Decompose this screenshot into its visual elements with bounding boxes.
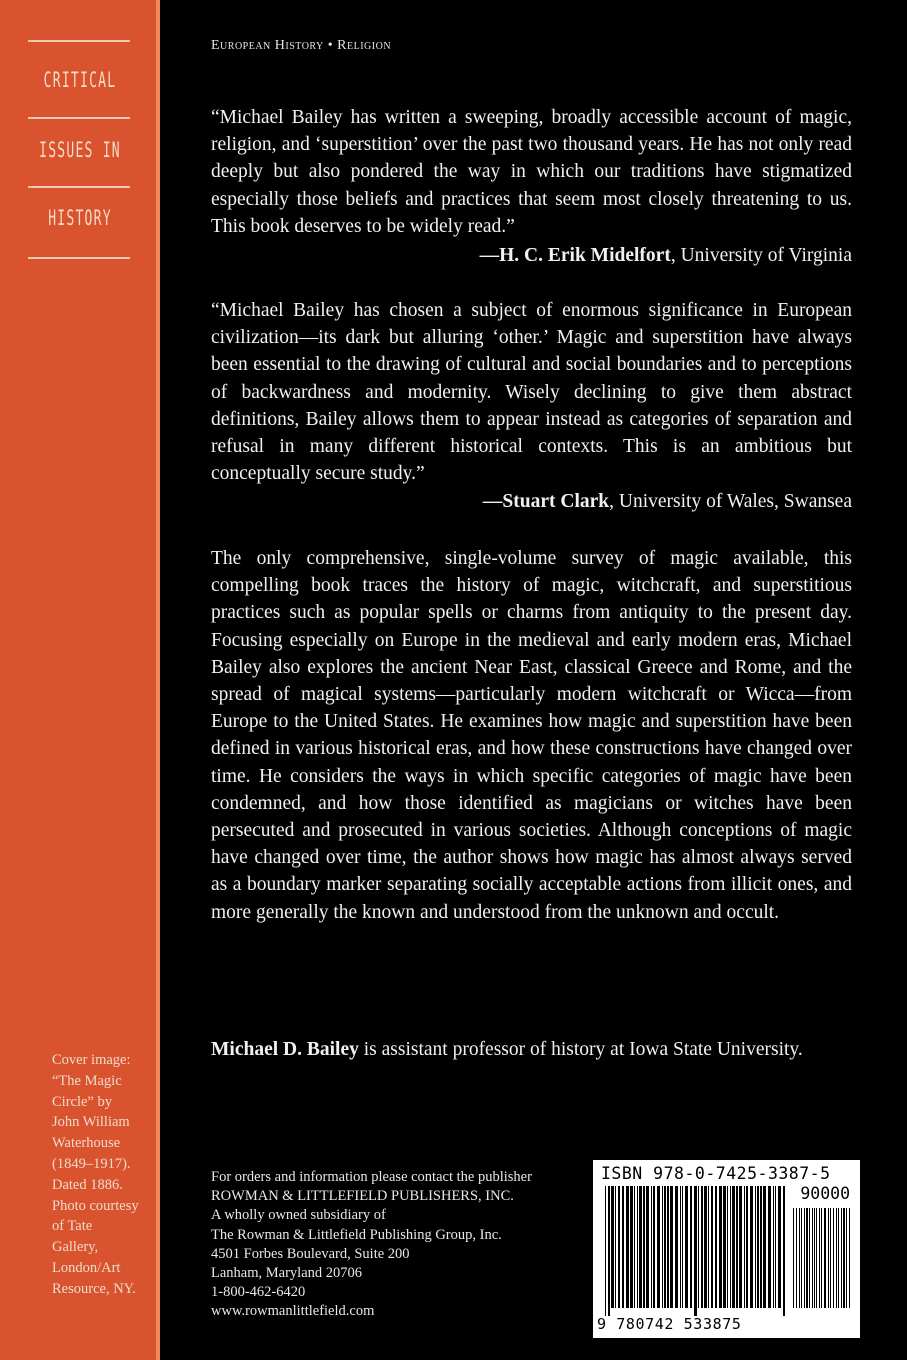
- barcode-bar: [719, 1186, 722, 1308]
- barcode-bar: [836, 1208, 837, 1308]
- barcode-bar: [828, 1208, 829, 1308]
- series-rule-bottom: [28, 257, 130, 259]
- barcode-bar: [694, 1186, 697, 1316]
- barcode-bar: [830, 1208, 831, 1308]
- barcode-bar: [639, 1186, 642, 1308]
- barcode-bar: [701, 1186, 703, 1308]
- barcode-bar: [605, 1186, 606, 1316]
- endorsement-attribution-2: [483, 488, 852, 515]
- barcode-bar: [727, 1186, 728, 1308]
- publisher-line: A wholly owned subsidiary of: [211, 1207, 386, 1224]
- barcode-bar: [744, 1186, 745, 1308]
- barcode-bar: [809, 1208, 810, 1308]
- barcode-bar: [773, 1186, 774, 1308]
- barcode-bar: [646, 1186, 649, 1308]
- caption-line: Resource, NY.: [52, 1280, 136, 1297]
- barcode-bar: [768, 1186, 771, 1308]
- barcode-bar: [682, 1186, 683, 1308]
- endorsement-quote-2: “Michael Bailey has chosen a subject of enormous significance in European civilization—its dark but alluring ‘other.’ Magic and superstition have always been essential to the drawing of cultural and social boundaries and to perceptions of backwardness and modernity. Wisely declining to give them abstract definitions, Bailey allows them to appear instead as categories of separation and refusal in many different historical contexts. This is an ambitious but conceptually secure study.”: [211, 300, 852, 485]
- publisher-line: The Rowman & Littlefield Publishing Group, Inc.: [211, 1226, 502, 1243]
- barcode-bar: [755, 1186, 756, 1308]
- barcode-bar: [704, 1186, 707, 1308]
- caption-line: (1849–1917).: [52, 1155, 131, 1172]
- barcode-bar: [783, 1186, 785, 1316]
- series-title-line-2: ISSUES IN: [39, 138, 121, 162]
- barcode-bar: [806, 1208, 808, 1308]
- barcode-bar: [618, 1186, 620, 1308]
- publisher-website: www.rowmanlittlefield.com: [211, 1303, 375, 1320]
- barcode-bar: [634, 1186, 635, 1308]
- barcode-bar: [708, 1186, 709, 1308]
- caption-line: Dated 1886.: [52, 1176, 123, 1193]
- series-title-line-1: CRITICAL: [43, 68, 117, 92]
- barcode-bar: [664, 1186, 666, 1308]
- barcode-bar: [657, 1186, 660, 1308]
- barcode-bar: [698, 1186, 699, 1308]
- barcode-bar: [750, 1186, 753, 1308]
- barcode-bar: [685, 1186, 688, 1308]
- barcode-bar: [626, 1186, 629, 1308]
- barcode-bar: [841, 1208, 842, 1308]
- publisher-line: For orders and information please contact the publisher: [211, 1169, 532, 1185]
- endorsement-quote-1: “Michael Bailey has written a sweeping, broadly accessible account of magic, religion, and ‘superstition’ over the past two thousand years. He has not only read deeply but also pondered the way in which our traditions have stigmatized especially those beliefs and practices that seem most closely threatening to us. This book deserves to be widely read.”: [211, 107, 852, 237]
- barcode-bar: [824, 1208, 826, 1308]
- barcode-bar: [608, 1186, 610, 1316]
- publisher-line: 1-800-462-6420: [211, 1284, 306, 1301]
- barcode-bar: [730, 1186, 731, 1308]
- cover-image-caption: [52, 1050, 160, 1300]
- barcode-bar: [651, 1186, 652, 1308]
- barcode-bar: [821, 1208, 822, 1308]
- barcode-bar: [833, 1208, 834, 1308]
- category-label: European History • Religion: [211, 38, 392, 53]
- publisher-line: ROWMAN & LITTLEFIELD PUBLISHERS, INC.: [211, 1188, 514, 1205]
- series-title-line-3: HISTORY: [48, 206, 112, 230]
- barcode-bar: [630, 1186, 633, 1308]
- series-rule-top: [28, 40, 130, 42]
- barcode-bar: [812, 1208, 813, 1308]
- barcode-bar: [675, 1186, 678, 1308]
- caption-line: Gallery,: [52, 1239, 99, 1256]
- caption-line: of Tate: [52, 1218, 93, 1235]
- barcode-bar: [775, 1186, 776, 1308]
- author-name: Michael D. Bailey: [211, 1039, 359, 1060]
- caption-line: Circle” by: [52, 1093, 112, 1110]
- caption-line: Waterhouse: [52, 1135, 121, 1152]
- barcode-bar: [846, 1208, 847, 1308]
- barcode-bar: [622, 1186, 624, 1308]
- barcode-bar: [643, 1186, 645, 1308]
- price-addon-code: 90000: [800, 1184, 850, 1203]
- author-bio-text: is assistant professor of history at Iowa State University.: [358, 1039, 803, 1060]
- isbn-barcode: [593, 1160, 860, 1338]
- barcode-bar: [611, 1186, 614, 1308]
- barcode-bar: [760, 1186, 762, 1308]
- barcode-bar: [711, 1186, 713, 1308]
- publisher-line: 4501 Forbes Boulevard, Suite 200: [211, 1245, 410, 1262]
- barcode-bar: [690, 1186, 692, 1308]
- barcode-bar: [667, 1186, 669, 1308]
- barcode-bar: [796, 1208, 797, 1308]
- barcode-bar: [739, 1186, 742, 1308]
- barcode-bar: [637, 1186, 638, 1308]
- barcode-bar: [793, 1208, 794, 1308]
- barcode-bar: [799, 1208, 800, 1308]
- endorser-affiliation: , University of Virginia: [670, 245, 852, 266]
- barcode-bar: [849, 1208, 850, 1308]
- barcode-bar: [819, 1208, 820, 1308]
- spine-panel: [0, 0, 160, 1360]
- barcode-bar: [843, 1208, 845, 1308]
- barcode-bar: [757, 1186, 759, 1308]
- barcode-bar: [715, 1186, 717, 1308]
- isbn-text: ISBN 978-0-7425-3387-5: [601, 1164, 831, 1183]
- caption-line: “The Magic: [52, 1072, 122, 1089]
- publisher-info: [211, 1168, 591, 1322]
- endorser-name: —H. C. Erik Midelfort: [479, 245, 671, 266]
- endorser-name: —Stuart Clark: [482, 491, 610, 512]
- barcode-bar: [801, 1208, 802, 1308]
- barcode-bar: [732, 1186, 735, 1308]
- publisher-line: Lanham, Maryland 20706: [211, 1265, 363, 1282]
- barcode-bar: [653, 1186, 655, 1308]
- barcode-bar: [670, 1186, 673, 1308]
- series-rule-2: [28, 186, 130, 188]
- barcode-bar: [680, 1186, 681, 1308]
- barcode-bar: [763, 1186, 766, 1308]
- endorsement-attribution-1: [480, 242, 852, 269]
- caption-line: London/Art: [52, 1259, 121, 1276]
- series-rule-1: [28, 117, 130, 119]
- book-description: The only comprehensive, single-volume survey of magic available, this compelling book traces the history of magic, witchcraft, and superstitious practices such as popular spells or charms from antiquity to the present day. Focusing especially on Europe in the medieval and early modern eras, Michael Bailey also explores the ancient Near East, classical Greece and Rome, and the spread of magical systems—particularly modern witchcraft or Wicca—from Europe to the United States. He examines how magic and superstition have been defined in various historical eras, and how these constructions have changed over time. He considers the ways in which specific categories of magic have been condemned, and how those identified as magicians or witches have been persecuted and prosecuted in various societies. Although conceptions of magic have changed over time, the author shows how magic has almost always served as a boundary marker separating socially acceptable actions from illicit ones, and more generally the known and understood from the unknown and occult.: [211, 548, 852, 923]
- caption-line: John William: [52, 1114, 130, 1131]
- barcode-digits: 9 780742 533875: [597, 1315, 742, 1333]
- barcode-bar: [736, 1186, 738, 1308]
- endorser-affiliation: , University of Wales, Swansea: [609, 491, 852, 512]
- caption-line: Cover image:: [52, 1052, 131, 1068]
- barcode-bars-main: [605, 1186, 785, 1316]
- author-bio: [211, 1036, 852, 1063]
- barcode-bar: [746, 1186, 748, 1308]
- caption-line: Photo courtesy: [52, 1197, 139, 1214]
- barcode-bars-addon: [793, 1208, 851, 1316]
- barcode-bar: [778, 1186, 781, 1308]
- barcode-bar: [723, 1186, 726, 1308]
- barcode-bar: [838, 1208, 839, 1308]
- barcode-bar: [816, 1208, 817, 1308]
- barcode-bar: [662, 1186, 663, 1308]
- barcode-bar: [804, 1208, 805, 1308]
- barcode-bar: [814, 1208, 815, 1308]
- barcode-bar: [615, 1186, 616, 1308]
